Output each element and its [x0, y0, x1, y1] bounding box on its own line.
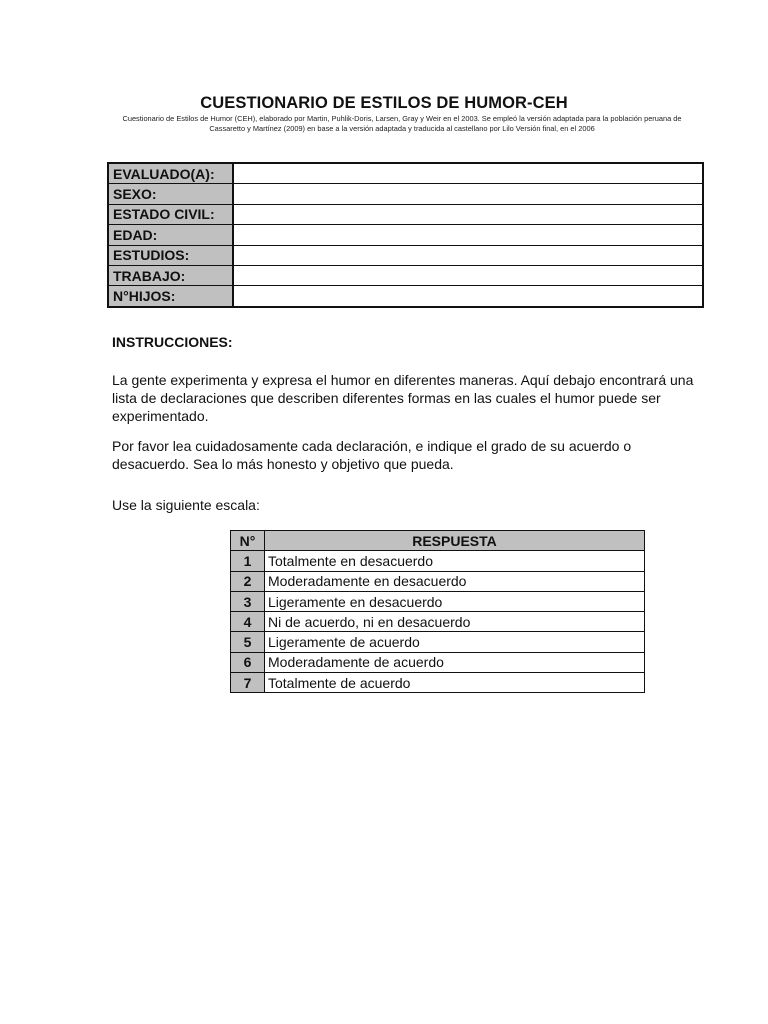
scale-number: 4 [231, 612, 265, 632]
form-field-evaluado[interactable] [233, 163, 703, 184]
form-label-trabajo: TRABAJO: [108, 265, 233, 285]
scale-number: 6 [231, 652, 265, 672]
scale-number: 7 [231, 673, 265, 693]
scale-number: 5 [231, 632, 265, 652]
scale-response: Ligeramente de acuerdo [265, 632, 645, 652]
table-row [231, 652, 645, 672]
scale-response: Ni de acuerdo, ni en desacuerdo [265, 612, 645, 632]
scale-response: Ligeramente en desacuerdo [265, 591, 645, 611]
form-field-trabajo[interactable] [233, 265, 703, 285]
form-row [108, 225, 703, 245]
scale-response: Totalmente en desacuerdo [265, 551, 645, 571]
form-row [108, 163, 703, 184]
table-row [231, 612, 645, 632]
form-label-estudios: ESTUDIOS: [108, 245, 233, 265]
table-row [231, 551, 645, 571]
table-row [231, 591, 645, 611]
instructions-heading: INSTRUCCIONES: [112, 334, 233, 350]
form-field-sexo[interactable] [233, 184, 703, 204]
table-row [231, 571, 645, 591]
scale-response: Moderadamente de acuerdo [265, 652, 645, 672]
document-subtitle: Cuestionario de Estilos de Humor (CEH), elaborado por Martin, Puhlik-Doris, Larsen, Gray y Weir en el 2003. Se empleó la versión adaptada para la población peruana de Cassaretto y Martínez (2009) en base a la versión adaptada y traducida al castellano por Lilo Versión final, en el 2006 [122, 114, 682, 133]
document-title: CUESTIONARIO DE ESTILOS DE HUMOR-CEH [200, 94, 568, 112]
scale-number: 2 [231, 571, 265, 591]
column-header-number: N° [231, 531, 265, 551]
form-field-hijos[interactable] [233, 286, 703, 307]
scale-response: Moderadamente en desacuerdo [265, 571, 645, 591]
table-row [231, 632, 645, 652]
scale-number: 3 [231, 591, 265, 611]
evaluado-form-table [107, 162, 704, 308]
form-row [108, 184, 703, 204]
table-header-row [231, 531, 645, 551]
scale-number: 1 [231, 551, 265, 571]
instructions-paragraph-1: La gente experimenta y expresa el humor en diferentes maneras. Aquí debajo encontrará una lista de declaraciones que describen diferentes formas en las cuales el humor puede ser experimentado. [112, 372, 694, 424]
form-field-estado-civil[interactable] [233, 204, 703, 224]
form-row [108, 265, 703, 285]
form-label-estado-civil: ESTADO CIVIL: [108, 204, 233, 224]
form-row [108, 286, 703, 307]
form-row [108, 204, 703, 224]
scale-intro: Use la siguiente escala: [112, 497, 260, 513]
table-row [231, 673, 645, 693]
column-header-response: RESPUESTA [265, 531, 645, 551]
form-row [108, 245, 703, 265]
form-label-hijos: N°HIJOS: [108, 286, 233, 307]
scale-response: Totalmente de acuerdo [265, 673, 645, 693]
form-label-edad: EDAD: [108, 225, 233, 245]
form-field-estudios[interactable] [233, 245, 703, 265]
form-field-edad[interactable] [233, 225, 703, 245]
instructions-paragraph-2: Por favor lea cuidadosamente cada declaración, e indique el grado de su acuerdo o desacuerdo. Sea lo más honesto y objetivo que pueda. [112, 438, 632, 472]
form-label-evaluado: EVALUADO(A): [108, 163, 233, 184]
response-scale-table [230, 530, 645, 693]
form-label-sexo: SEXO: [108, 184, 233, 204]
